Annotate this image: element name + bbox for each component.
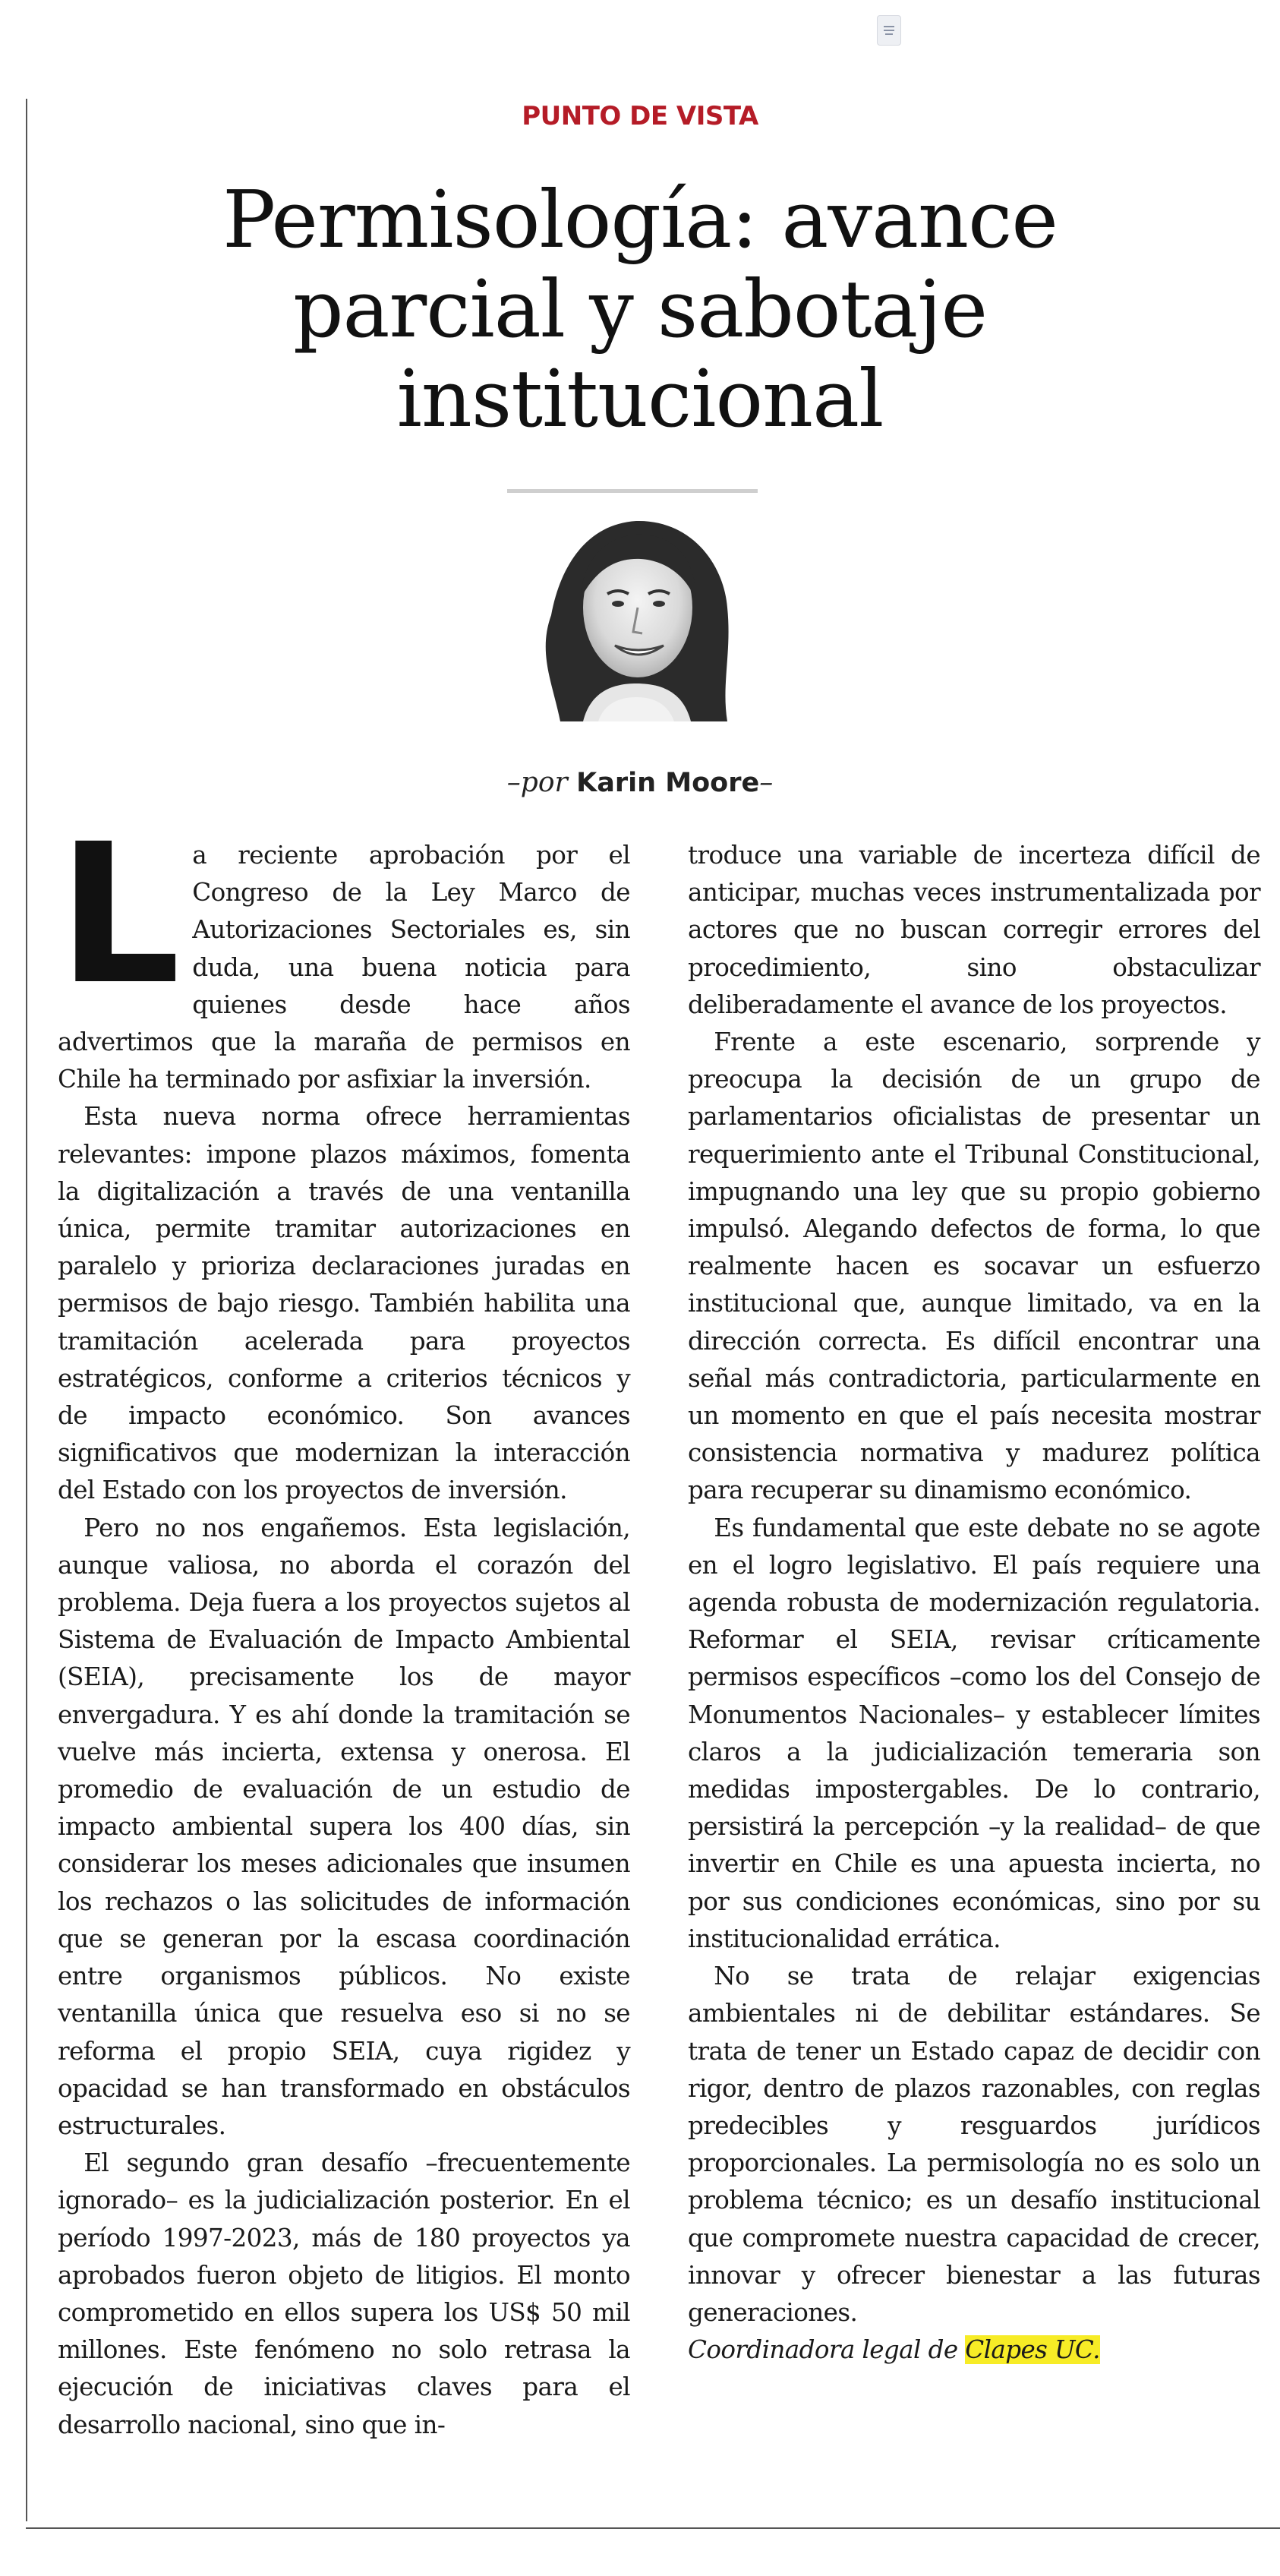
left-margin-rule: [26, 99, 27, 2521]
signature-org: Clapes UC.: [965, 2335, 1100, 2365]
column-right: [688, 837, 1260, 2444]
paragraph-text: a reciente aprobación por el Congreso de la Ley Marco de Autorizaciones Sectoriales es, sin duda, una buena noticia para quienes desde hace años advertimos que la maraña de permisos en Chile ha terminado por asfixiar la inversión.: [58, 841, 630, 1094]
author-portrait: [507, 494, 758, 721]
author-name: Karin Moore: [576, 768, 760, 798]
signature-role: Coordinadora legal de: [688, 2335, 966, 2365]
author-signature: [688, 2331, 1260, 2369]
drop-cap: L: [58, 802, 181, 1027]
paragraph: [58, 802, 630, 1098]
paragraph: Frente a este escenario, sorprende y preocupa la decisión de un grupo de parlamentarios oficialistas de presentar un requerimiento ante el Tribunal Constitucional, impugnando una ley que su propio gobierno impulsó. Alegando defectos de forma, lo que realmente hacen es socavar un esfuerzo institucional que, aunque limitado, va en la dirección correcta. Es difícil encontrar una señal más contradictoria, particularmente en un momento en que el país necesita mostrar consistencia normativa y madurez política para recuperar su dinamismo económico.: [688, 1028, 1260, 1505]
bottom-rule: [26, 2527, 1280, 2529]
photo-divider: [507, 489, 758, 493]
column-left: [58, 802, 630, 2444]
byline-prefix: –por: [506, 767, 577, 798]
byline-suffix: –: [759, 767, 774, 798]
paragraph: Esta nueva norma ofrece herramientas relevantes: impone plazos máximos, fomenta la digitalización a través de una ventanilla única, permite tramitar autorizaciones en paralelo y prioriza declaraciones juradas en permisos de bajo riesgo. También habilita una tramitación acelerada para proyectos estratégicos, conforme a criterios técnicos y de impacto económico. Son avances significativos que modernizan la interacción del Estado con los proyectos de inversión.: [58, 1102, 630, 1505]
paragraph: El segundo gran desafío –frecuentemente ignorado– es la judicialización posterior. En el período 1997-2023, más de 180 proyectos ya aprobados fueron objeto de litigios. El monto comprometido en ellos supera los US$ 50 mil millones. Este fenómeno no solo retrasa la ejecución de iniciativas claves para el desarrollo nacional, sino que in-: [58, 2148, 630, 2439]
paragraph: Es fundamental que este debate no se agote en el logro legislativo. El país requiere una agenda robusta de modernización regulatoria. Reformar el SEIA, revisar críticamente permisos específicos –como los del Consejo de Monumentos Nacionales– y establecer límites claros a la judicialización temeraria son medidas impostergables. De lo contrario, persistirá la percepción –y la realidad– de que invertir en Chile es una apuesta incierta, no por sus condiciones económicas, sino por su institucionalidad errática.: [688, 1513, 1260, 1953]
byline: [0, 767, 1280, 798]
paragraph: No se trata de relajar exigencias ambientales ni de debilitar estándares. Se trata de tener un Estado capaz de decidir con rigor, dentro de plazos razonables, con reglas predecibles y resguardos jurídicos proporcionales. La permisología no es solo un problema técnico; es un desafío institucional que compromete nuestra capacidad de crecer, innovar y ofrecer bienestar a las futuras generaciones.: [688, 1962, 1260, 2327]
paragraph: Pero no nos engañemos. Esta legislación, aunque valiosa, no aborda el corazón del problema. Deja fuera a los proyectos sujetos al Sistema de Evaluación de Impacto Ambiental (SEIA), precisamente los de mayor envergadura. Y es ahí donde la tramitación se vuelve más incierta, extensa y onerosa. El promedio de evaluación de un estudio de impacto ambiental supera los 400 días, sin considerar los meses adicionales que insumen los rechazos o las solicitudes de información que se generan por la escasa coordinación entre organismos públicos. No existe ventanilla única que resuelva eso si no se reforma el propio SEIA, cuya rigidez y opacidad se han transformado en obstáculos estructurales.: [58, 1513, 630, 2140]
menu-lines-icon[interactable]: [877, 15, 901, 46]
paragraph: troduce una variable de incerteza difícil de anticipar, muchas veces instrumentalizada por actores que no buscan corregir errores del procedimiento, sino obstaculizar deliberadamente el avance de los proyectos.: [688, 841, 1260, 1019]
section-label: PUNTO DE VISTA: [522, 101, 758, 131]
headline: Permisología: avance parcial y sabotaje institucional: [222, 173, 1058, 445]
article-body: [58, 802, 1260, 2444]
